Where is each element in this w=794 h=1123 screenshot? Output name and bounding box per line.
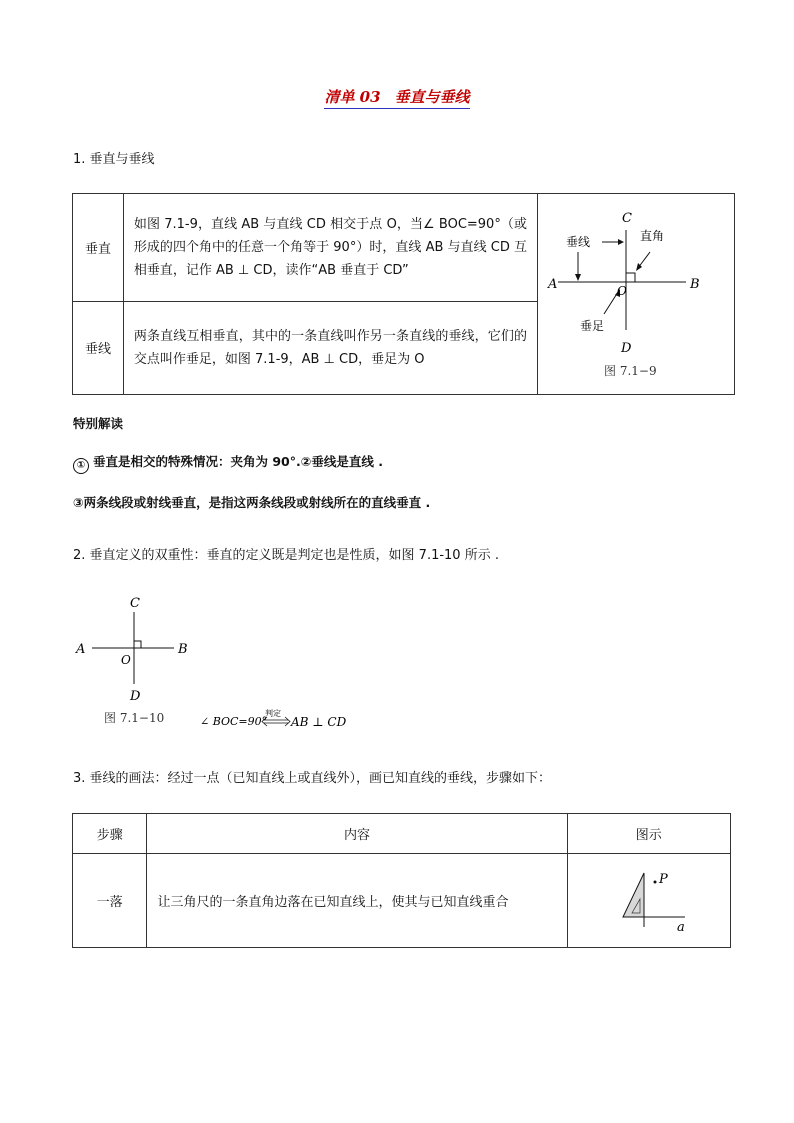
label-o: O — [121, 653, 131, 667]
label-d: D — [620, 341, 632, 356]
special-line-2 — [73, 493, 430, 511]
steps-table — [72, 813, 731, 948]
step-figure-cell — [567, 854, 730, 948]
section1-heading: 1. 垂直与垂线 — [73, 152, 155, 167]
figure-7-1-9-cell — [537, 194, 734, 395]
label-b: B — [689, 277, 700, 292]
label-d: D — [130, 689, 141, 704]
header-content: 内容 — [147, 814, 567, 854]
perp-line-arrowhead — [618, 239, 624, 245]
label-b: B — [178, 642, 188, 657]
figure-caption: 图 7.1−9 — [603, 364, 657, 378]
section2-heading: 2. 垂直定义的双重性：垂直的定义既是判定也是性质，如图 7.1-10 所示 . — [73, 548, 499, 563]
title-prefix: 清单 03 — [324, 88, 381, 106]
label-a: a — [676, 919, 685, 935]
label-a: A — [547, 277, 558, 292]
down-arrowhead — [575, 274, 581, 281]
annotation-foot: 垂足 — [579, 319, 604, 333]
special-line-1 — [73, 452, 383, 474]
right-angle-mark — [626, 273, 635, 282]
figure-7-1-10 — [70, 592, 370, 737]
desc-cell-perp-line: 两条直线互相垂直，其中的一条直线叫作另一条直线的垂线，它们的交点叫作垂足，如图 7.1-9，AB ⊥ CD，垂足为 O — [123, 301, 537, 394]
special-text-2: 垂线是直线 . — [311, 454, 383, 469]
label-a: A — [76, 642, 86, 657]
step-cell: 一落 — [73, 854, 147, 948]
table-row — [73, 854, 731, 948]
figure-caption: 图 7.1−10 — [104, 711, 165, 725]
header-step: 步骤 — [73, 814, 147, 854]
term-cell-perp-line: 垂线 — [73, 301, 124, 394]
circled-number-3: ③ — [73, 495, 84, 510]
formula-arrow-label: 判定 — [265, 709, 281, 718]
figure-7-1-9 — [538, 194, 734, 390]
formula-left: ∠ BOC=90° — [200, 715, 268, 728]
circled-number-2: ② — [300, 454, 312, 469]
special-heading: 特别解读 — [73, 416, 124, 431]
right-angle-mark — [134, 641, 141, 648]
triangle-ruler-figure — [599, 859, 699, 939]
title-main: 垂直与垂线 — [394, 88, 470, 106]
content-cell: 让三角尺的一条直角边落在已知直线上，使其与已知直线重合 — [147, 854, 567, 948]
label-c: C — [130, 596, 140, 611]
formula-right: AB ⊥ CD — [291, 715, 347, 729]
table-header-row — [73, 814, 731, 854]
annotation-perp-line: 垂线 — [565, 235, 590, 249]
double-arrow-right-head — [285, 717, 290, 726]
point-p-dot — [653, 880, 656, 883]
label-c: C — [621, 211, 632, 226]
section3-heading: 3. 垂线的画法：经过一点（已知直线上或直线外），画已知直线的垂线，步骤如下： — [73, 771, 552, 786]
term-cell-perpendicular: 垂直 — [73, 194, 124, 302]
circled-number-1: ① — [73, 458, 89, 474]
label-p: P — [658, 871, 668, 887]
annotation-right-angle: 直角 — [639, 229, 664, 243]
table-row — [73, 194, 735, 302]
definition-table — [72, 193, 735, 395]
label-o: O — [616, 284, 627, 298]
special-text-3: 两条线段或射线垂直，是指这两条线段或射线所在的直线垂直 . — [83, 495, 431, 510]
desc-cell-perpendicular: 如图 7.1-9，直线 AB 与直线 CD 相交于点 O，当∠ BOC=90°（或形成的四个角中的任意一个角等于 90°）时，直线 AB 与直线 CD 互相垂直，记作 AB ⊥ CD，读作“AB 垂直于 CD” — [123, 194, 537, 302]
special-text-1: 垂直是相交的特殊情况：夹角为 90°. — [93, 454, 301, 469]
page-title — [0, 86, 794, 109]
header-figure: 图示 — [567, 814, 730, 854]
